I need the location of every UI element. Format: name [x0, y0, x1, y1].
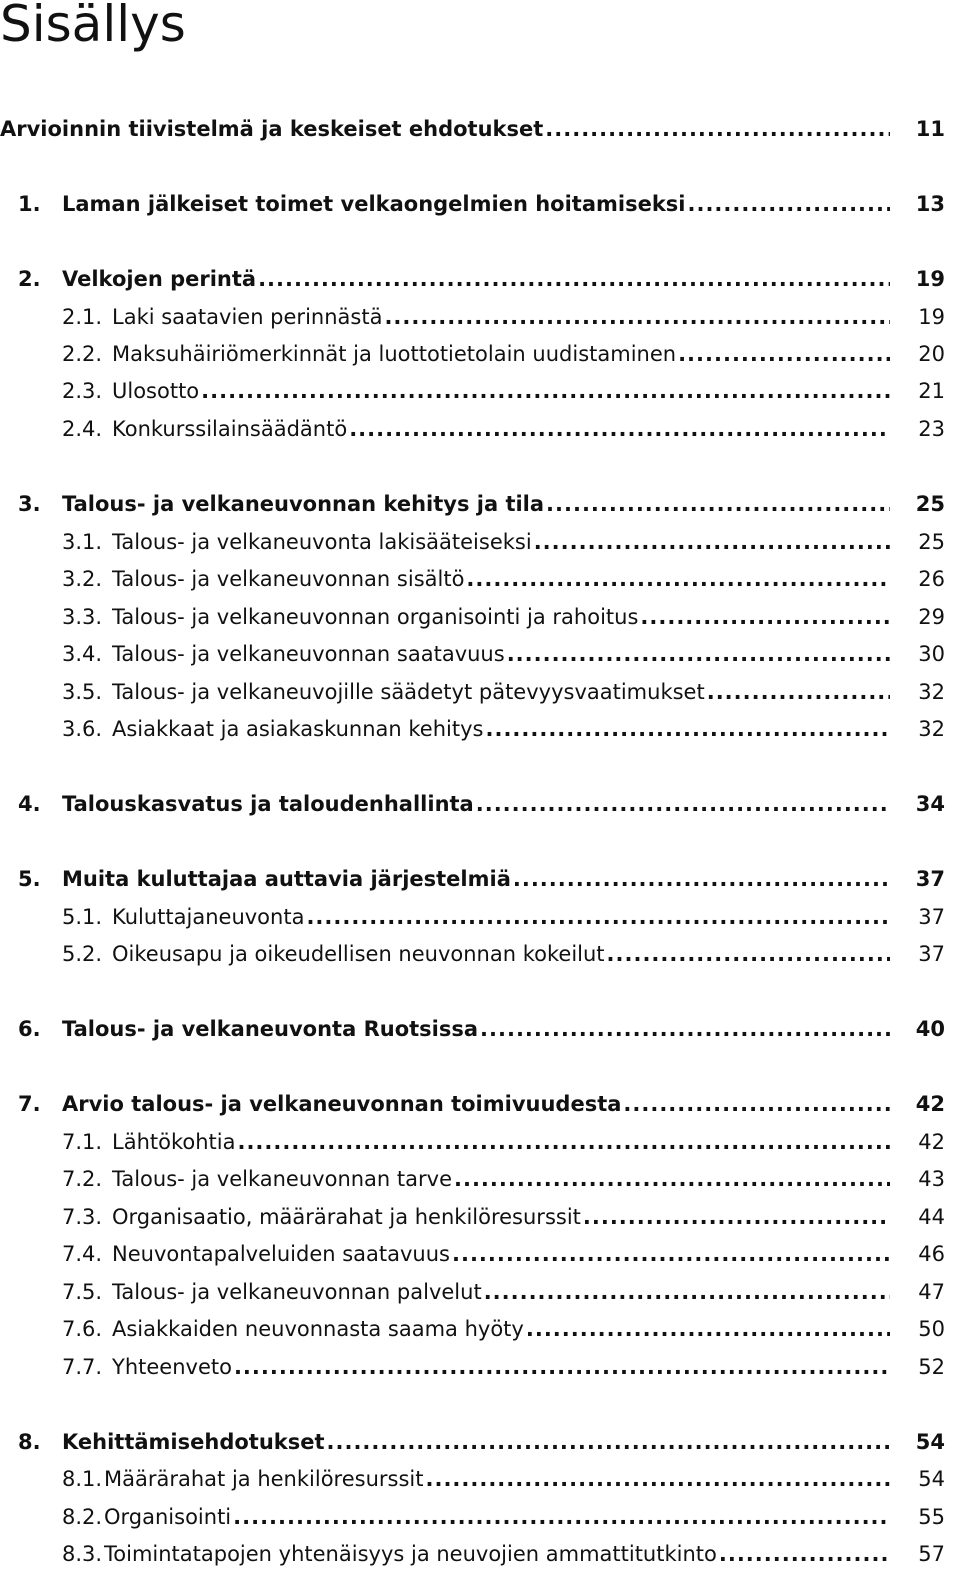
toc-entry-number: 2.4.: [62, 417, 103, 441]
toc-entry[interactable]: [0, 1464, 960, 1494]
dot-leader: [234, 1352, 890, 1382]
toc-entry-page: 30: [918, 642, 945, 666]
toc-entry-page: 37: [918, 905, 945, 929]
dot-leader: [607, 939, 890, 969]
toc-entry-number: 7.6.: [62, 1317, 103, 1341]
dot-leader: [583, 1202, 890, 1232]
toc-entry[interactable]: [0, 1239, 960, 1269]
toc-entry-label: Maksuhäiriömerkinnät ja luottotietolain uudistaminen: [112, 342, 677, 366]
dot-leader: [507, 639, 890, 669]
dot-leader: [623, 1089, 890, 1119]
toc-entry[interactable]: [0, 714, 960, 744]
toc-entry-label: Määrärahat ja henkilöresurssit: [104, 1467, 424, 1491]
toc-entry-number: 7.1.: [62, 1130, 103, 1154]
toc-entry[interactable]: [0, 1352, 960, 1382]
toc-entry-label: Organisaatio, määrärahat ja henkilöresurssit: [112, 1205, 581, 1229]
toc-entry-page: 44: [918, 1205, 945, 1229]
dot-leader: [233, 1502, 890, 1532]
toc-entry-page: 25: [918, 530, 945, 554]
toc-entry-label: Talous- ja velkaneuvonta lakisääteiseksi: [112, 530, 532, 554]
toc-entry-page: 57: [918, 1542, 945, 1566]
toc-entry-number: 3.: [18, 492, 41, 516]
dot-leader: [485, 714, 890, 744]
dot-leader: [327, 1427, 890, 1457]
toc-entry[interactable]: [0, 602, 960, 632]
toc-entry-page: 29: [918, 605, 945, 629]
dot-leader: [513, 864, 890, 894]
toc-entry[interactable]: [0, 677, 960, 707]
toc-entry-label: Oikeusapu ja oikeudellisen neuvonnan kokeilut: [112, 942, 605, 966]
toc-entry-label: Lähtökohtia: [112, 1130, 236, 1154]
toc-entry-label: Talous- ja velkaneuvonnan saatavuus: [112, 642, 505, 666]
toc-entry-page: 47: [918, 1280, 945, 1304]
toc-entry-page: 21: [918, 379, 945, 403]
toc-entry-label: Asiakkaiden neuvonnasta saama hyöty: [112, 1317, 524, 1341]
toc-entry[interactable]: [0, 1202, 960, 1232]
toc-entry-number: 2.: [18, 267, 41, 291]
dot-leader: [707, 677, 890, 707]
toc-entry-page: 42: [915, 1092, 945, 1116]
toc-entry-number: 7.3.: [62, 1205, 103, 1229]
toc-entry-number: 7.2.: [62, 1167, 103, 1191]
toc-entry-label: Neuvontapalveluiden saatavuus: [112, 1242, 450, 1266]
toc-entry[interactable]: [0, 864, 960, 894]
toc-entry-number: 5.1.: [62, 905, 103, 929]
toc-entry-label: Yhteenveto: [112, 1355, 232, 1379]
toc-entry[interactable]: [0, 1089, 960, 1119]
toc-entry-page: 50: [918, 1317, 945, 1341]
toc-entry-number: 7.5.: [62, 1280, 103, 1304]
toc-entry-number: 3.5.: [62, 680, 103, 704]
dot-leader: [384, 302, 890, 332]
toc-entry[interactable]: [0, 1314, 960, 1344]
toc-entry-label: Organisointi: [104, 1505, 232, 1529]
toc-entry[interactable]: [0, 489, 960, 519]
toc-entry[interactable]: [0, 527, 960, 557]
toc-entry-page: 37: [918, 942, 945, 966]
toc-entry-page: 26: [918, 567, 945, 591]
toc-entry-label: Kuluttajaneuvonta: [112, 905, 305, 929]
toc-entry-number: 5.2.: [62, 942, 103, 966]
toc-entry-label: Toimintatapojen yhtenäisyys ja neuvojien ammattitutkinto: [104, 1542, 717, 1566]
dot-leader: [480, 1014, 890, 1044]
toc-entry[interactable]: [0, 302, 960, 332]
dot-leader: [534, 527, 890, 557]
dot-leader: [454, 1164, 890, 1194]
toc-entry-label: Arvioinnin tiivistelmä ja keskeiset ehdotukset: [0, 117, 544, 141]
toc-entry-number: 3.6.: [62, 717, 103, 741]
toc-entry[interactable]: [0, 1127, 960, 1157]
dot-leader: [258, 264, 890, 294]
toc-entry[interactable]: [0, 1427, 960, 1457]
toc-entry[interactable]: [0, 264, 960, 294]
toc-entry-page: 54: [918, 1467, 945, 1491]
toc-entry-number: 2.2.: [62, 342, 103, 366]
toc-entry-page: 55: [918, 1505, 945, 1529]
toc-entry-page: 34: [915, 792, 945, 816]
toc-entry-label: Muita kuluttajaa auttavia järjestelmiä: [62, 867, 511, 891]
dot-leader: [237, 1127, 890, 1157]
toc-entry-page: 20: [918, 342, 945, 366]
toc-entry-number: 5.: [18, 867, 41, 891]
toc-entry-page: 19: [918, 305, 945, 329]
toc-entry-number: 2.3.: [62, 379, 103, 403]
toc-entry-label: Talous- ja velkaneuvonnan tarve: [112, 1167, 452, 1191]
toc-entry-label: Talous- ja velkaneuvonnan palvelut: [112, 1280, 482, 1304]
dot-leader: [640, 602, 890, 632]
toc-entry[interactable]: [0, 564, 960, 594]
toc-entry-number: 8.: [18, 1430, 41, 1454]
toc-entry-label: Kehittämisehdotukset: [62, 1430, 325, 1454]
toc-entry[interactable]: [0, 189, 960, 219]
toc-entry-page: 13: [915, 192, 945, 216]
dot-leader: [476, 789, 890, 819]
toc-entry-label: Asiakkaat ja asiakaskunnan kehitys: [112, 717, 484, 741]
toc-entry-label: Ulosotto: [112, 379, 200, 403]
toc-entry-page: 11: [915, 117, 945, 141]
toc-entry-page: 46: [918, 1242, 945, 1266]
toc-entry-label: Laki saatavien perinnästä: [112, 305, 383, 329]
dot-leader: [425, 1464, 890, 1494]
toc-entry-number: 3.1.: [62, 530, 103, 554]
toc-entry-page: 54: [915, 1430, 945, 1454]
toc-entry-number: 7.: [18, 1092, 41, 1116]
toc-entry-page: 32: [918, 680, 945, 704]
toc-entry[interactable]: [0, 1539, 960, 1569]
toc-entry-page: 42: [918, 1130, 945, 1154]
toc-entry[interactable]: [0, 414, 960, 444]
toc-entry-number: 4.: [18, 792, 41, 816]
toc-entry-label: Talous- ja velkaneuvonnan sisältö: [112, 567, 465, 591]
dot-leader: [452, 1239, 890, 1269]
toc-entry-label: Velkojen perintä: [62, 267, 257, 291]
toc-entry-page: 52: [918, 1355, 945, 1379]
toc-entry[interactable]: [0, 1014, 960, 1044]
toc-entry-page: 37: [915, 867, 945, 891]
toc-entry[interactable]: [0, 1502, 960, 1532]
toc-entry-page: 23: [918, 417, 945, 441]
toc-entry[interactable]: [0, 789, 960, 819]
toc-entry[interactable]: [0, 639, 960, 669]
toc-entry-number: 8.2.: [62, 1505, 103, 1529]
toc-entry-number: 8.3.: [62, 1542, 103, 1566]
toc-entry-number: 3.4.: [62, 642, 103, 666]
toc-entry[interactable]: [0, 902, 960, 932]
toc-entry-label: Talous- ja velkaneuvojille säädetyt pätevyysvaatimukset: [112, 680, 705, 704]
toc-entry-number: 2.1.: [62, 305, 103, 329]
dot-leader: [306, 902, 890, 932]
toc-entry-number: 8.1.: [62, 1467, 103, 1491]
toc-entry-number: 7.7.: [62, 1355, 103, 1379]
toc-entry[interactable]: [0, 1164, 960, 1194]
toc-entry-number: 1.: [18, 192, 41, 216]
dot-leader: [526, 1314, 890, 1344]
toc-entry-page: 32: [918, 717, 945, 741]
dot-leader: [545, 114, 890, 144]
dot-leader: [484, 1277, 890, 1307]
toc-entry-number: 7.4.: [62, 1242, 103, 1266]
toc-entry[interactable]: [0, 1277, 960, 1307]
toc-entry-number: 3.3.: [62, 605, 103, 629]
toc-entry-number: 6.: [18, 1017, 41, 1041]
dot-leader: [687, 189, 890, 219]
page-title: Sisällys: [0, 0, 186, 53]
dot-leader: [349, 414, 890, 444]
toc-entry-page: 19: [915, 267, 945, 291]
toc-entry-number: 3.2.: [62, 567, 103, 591]
dot-leader: [719, 1539, 890, 1569]
toc-entry[interactable]: [0, 339, 960, 369]
toc-entry-page: 40: [915, 1017, 945, 1041]
toc-entry-label: Talous- ja velkaneuvonnan organisointi ja rahoitus: [112, 605, 639, 629]
toc-entry-label: Laman jälkeiset toimet velkaongelmien hoitamiseksi: [62, 192, 686, 216]
toc-entry[interactable]: [0, 114, 960, 144]
toc-entry-label: Arvio talous- ja velkaneuvonnan toimivuudesta: [62, 1092, 622, 1116]
toc-entry[interactable]: [0, 376, 960, 406]
dot-leader: [201, 376, 890, 406]
toc-entry-label: Talous- ja velkaneuvonnan kehitys ja tila: [62, 492, 545, 516]
toc-entry-label: Talouskasvatus ja taloudenhallinta: [62, 792, 474, 816]
dot-leader: [678, 339, 890, 369]
dot-leader: [466, 564, 890, 594]
toc-entry-page: 25: [915, 492, 945, 516]
dot-leader: [546, 489, 890, 519]
toc-entry-label: Talous- ja velkaneuvonta Ruotsissa: [62, 1017, 479, 1041]
toc-entry-label: Konkurssilainsäädäntö: [112, 417, 348, 441]
toc-entry-page: 43: [918, 1167, 945, 1191]
toc-entry[interactable]: [0, 939, 960, 969]
